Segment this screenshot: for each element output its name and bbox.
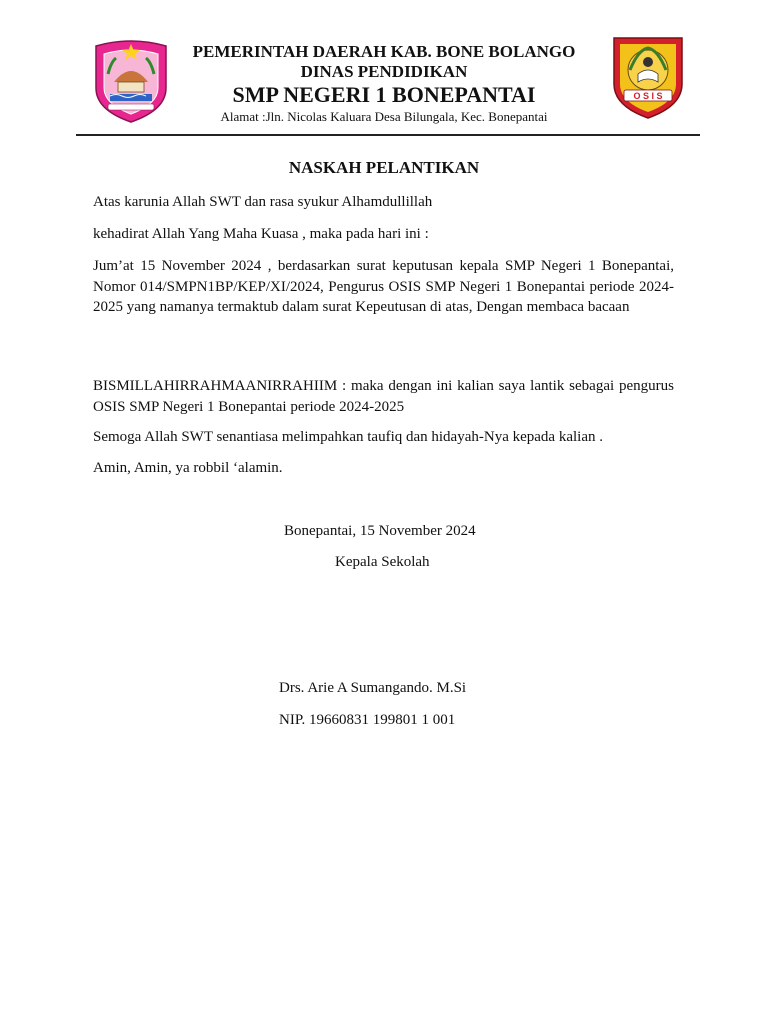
osis-logo — [608, 32, 688, 120]
signature-place-date: Bonepantai, 15 November 2024 — [284, 523, 476, 539]
header-divider — [76, 134, 700, 136]
regency-crest-icon — [92, 38, 170, 124]
paragraph-decree: Jum’at 15 November 2024 , berdasarkan surat keputusan kepala SMP Negeri 1 Bonepantai, Nomor 014/SMPN1BP/KEP/XI/2024, Pengurus OSIS SMP Negeri 1 Bonepantai periode 2024-2025 yang namanya termaktub dalam surat Kepeutusan di atas, Dengan membaca bacaan — [93, 258, 674, 315]
paragraph-prayer: Semoga Allah SWT senantiasa melimpahkan taufiq dan hidayah-Nya kepada kalian . — [93, 429, 603, 445]
letterhead — [175, 42, 593, 125]
regency-crest-logo — [92, 38, 170, 124]
osis-emblem-icon — [608, 32, 688, 120]
school-address: Alamat :Jln. Nicolas Kaluara Desa Bilungala, Kec. Bonepantai — [220, 109, 548, 124]
government-name: PEMERINTAH DAERAH KAB. BONE BOLANGO — [192, 42, 576, 61]
department-name: DINAS PENDIDIKAN — [300, 62, 468, 81]
signature-position: Kepala Sekolah — [335, 554, 430, 570]
school-name: SMP NEGERI 1 BONEPANTAI — [232, 82, 536, 107]
signature-name: Drs. Arie A Sumangando. M.Si — [279, 680, 467, 696]
signature-nip: NIP. 19660831 199801 1 001 — [279, 712, 456, 728]
paragraph-opening: Atas karunia Allah SWT dan rasa syukur Alhamdullillah — [93, 194, 433, 210]
paragraph-presence: kehadirat Allah Yang Maha Kuasa , maka pada hari ini : — [93, 226, 429, 242]
osis-logo-text: O S I S — [633, 91, 663, 101]
document-title: NASKAH PELANTIKAN — [288, 158, 480, 177]
paragraph-closing: Amin, Amin, ya robbil ‘alamin. — [93, 460, 283, 476]
paragraph-inauguration: BISMILLAHIRRAHMAANIRRAHIIM : maka dengan ini kalian saya lantik sebagai pengurus OSIS SMP Negeri 1 Bonepantai periode 2024-2025 — [93, 378, 674, 415]
